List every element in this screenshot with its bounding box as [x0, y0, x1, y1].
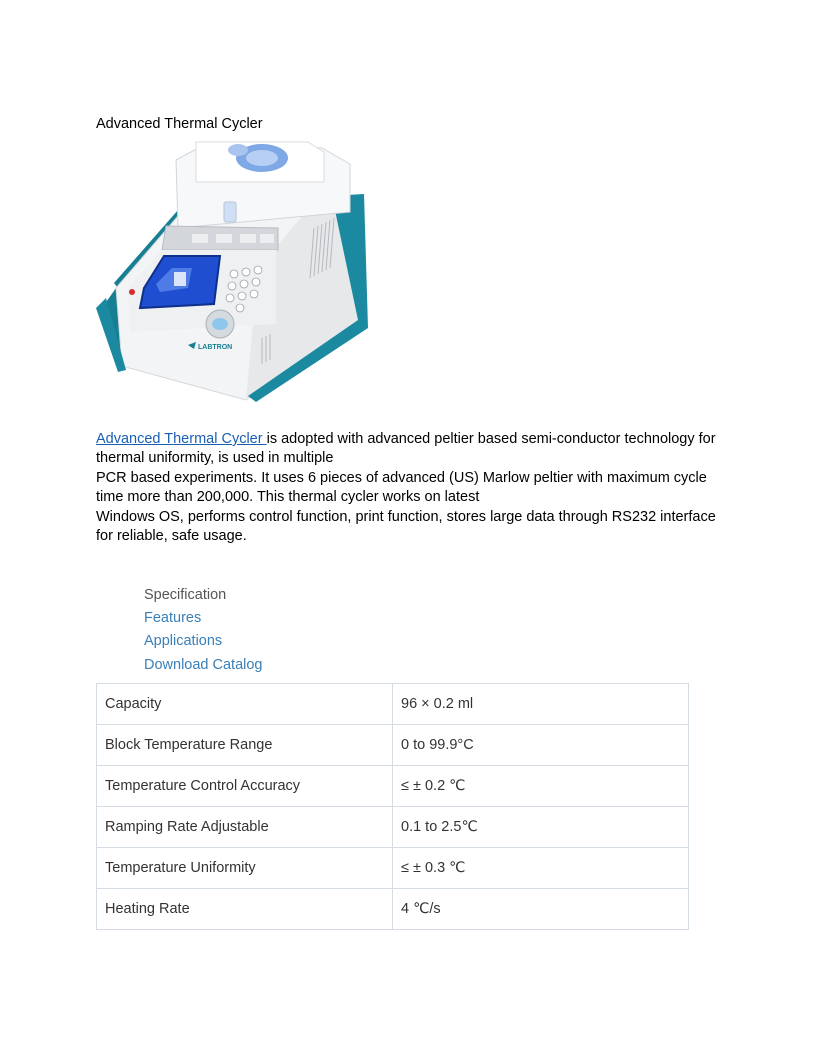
table-row — [97, 889, 689, 930]
spec-tabs — [144, 584, 263, 677]
spec-key: Heating Rate — [97, 889, 393, 930]
table-row — [97, 684, 689, 725]
table-row — [97, 725, 689, 766]
brand-logo-text: LABTRON — [198, 344, 233, 351]
spec-value: 0 to 99.9°C — [393, 725, 689, 766]
tab-specification[interactable]: Specification — [144, 587, 227, 603]
spec-key: Temperature Control Accuracy — [97, 766, 393, 807]
tab-applications[interactable]: Applications — [144, 633, 223, 650]
spec-value: ≤ ± 0.3 ℃ — [393, 848, 689, 889]
intro-paragraph — [96, 430, 736, 546]
spec-key: Ramping Rate Adjustable — [97, 807, 393, 848]
tab-features[interactable]: Features — [144, 610, 202, 627]
intro-line-2: PCR based experiments. It uses 6 pieces of advanced (US) Marlow peltier with maximum cycle time more than 200,000. This thermal cycler works on latest — [96, 469, 707, 506]
specification-table — [96, 683, 689, 930]
intro-text-1: is adopted with advanced peltier based semi-conductor technology for thermal uniformity, is used in multiple — [96, 431, 716, 467]
intro-line-1 — [96, 430, 736, 469]
spec-key: Temperature Uniformity — [97, 848, 393, 889]
table-row — [97, 766, 689, 807]
spec-value: 0.1 to 2.5℃ — [393, 807, 689, 848]
table-row — [97, 848, 689, 889]
tab-download-catalog[interactable]: Download Catalog — [144, 656, 263, 673]
product-image — [96, 138, 368, 404]
intro-line-3: Windows OS, performs control function, print function, stores large data through RS232 interface for reliable, safe usage. — [96, 508, 716, 545]
spec-value: 4 ℃/s — [393, 889, 689, 930]
spec-key: Capacity — [97, 684, 393, 725]
spec-value: ≤ ± 0.2 ℃ — [393, 766, 689, 807]
product-link[interactable]: Advanced Thermal Cycler — [96, 431, 267, 447]
page-title: Advanced Thermal Cycler — [96, 116, 263, 132]
spec-value: 96 × 0.2 ml — [393, 684, 689, 725]
spec-key: Block Temperature Range — [97, 725, 393, 766]
table-row — [97, 807, 689, 848]
